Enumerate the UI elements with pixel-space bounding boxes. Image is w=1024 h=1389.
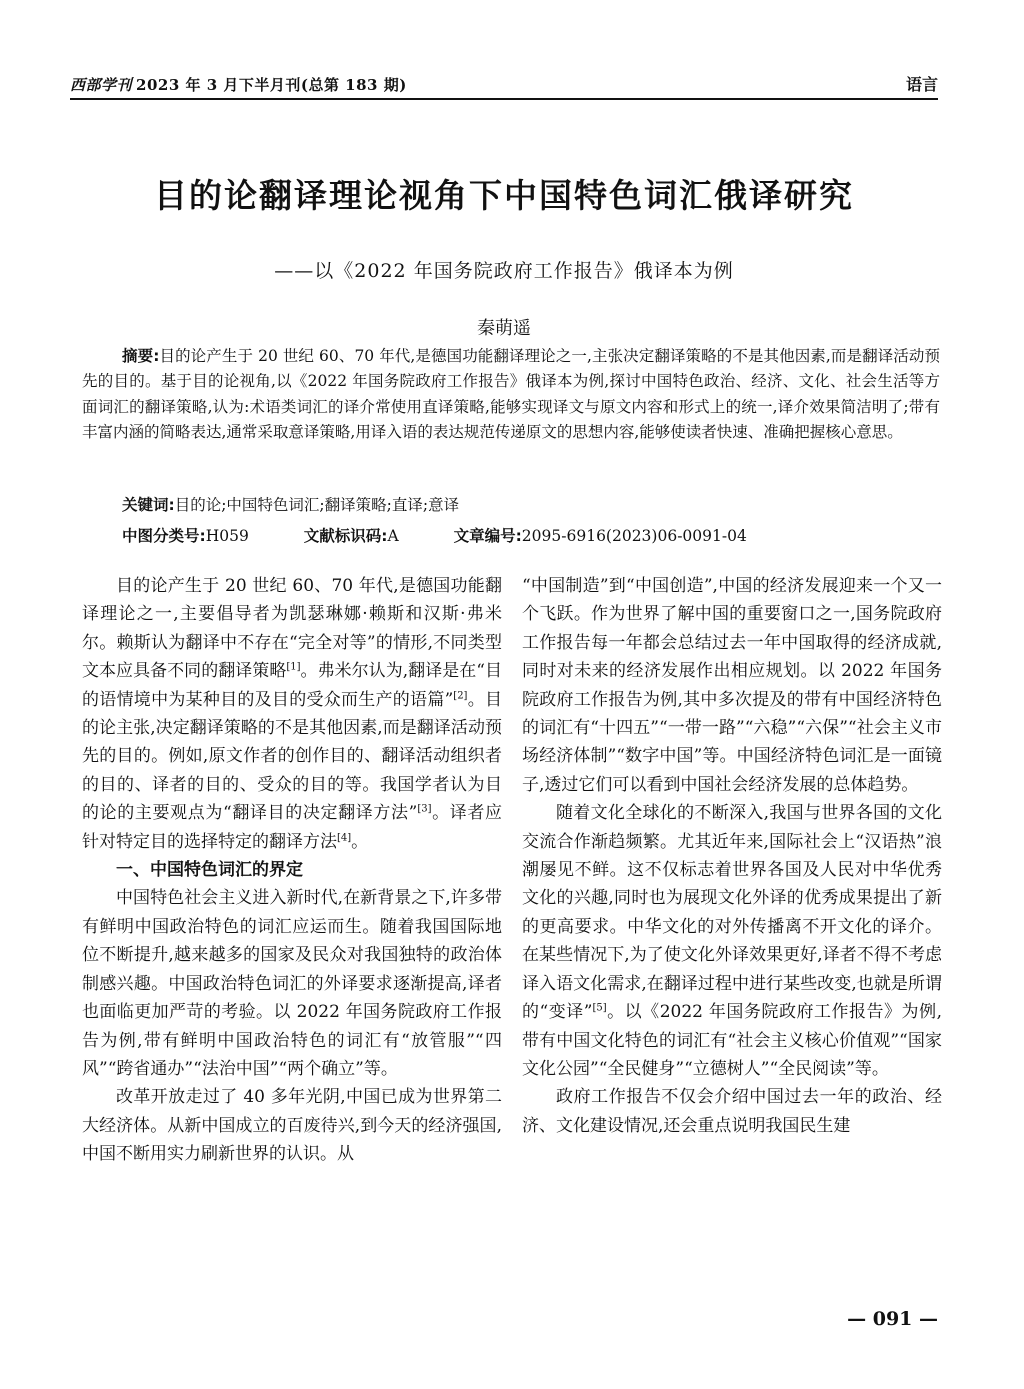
paragraph-text: 。以《2022 年国务院政府工作报告》为例,带有中国文化特色的词汇有“社会主义核心价值观”“国家文化公园”“全民健身”“立德树人”“全民阅读”等。: [522, 1002, 942, 1079]
clc-label: 中图分类号:: [122, 527, 206, 545]
left-column: [82, 572, 502, 1169]
doc-code-value: A: [387, 527, 399, 545]
paragraph-continued: “中国制造”到“中国创造”,中国的经济发展迎来一个又一个飞跃。作为世界了解中国的重要窗口之一,国务院政府工作报告每一年都会总结过去一年中国取得的经济成就,同时对未来的经济发展作出相应规划。以 2022 年国务院政府工作报告为例,其中多次提及的带有中国经济特色的词汇有“十四五”“一带一路”“六稳”“六保”“社会主义市场经济体制”“数字中国”等。中国经济特色词汇是一面镜子,透过它们可以看到中国社会经济发展的总体趋势。: [522, 576, 942, 795]
classification-meta: [122, 524, 882, 546]
paragraph-text: 。: [351, 831, 369, 852]
author-name: 秦萌遥: [477, 318, 531, 339]
keywords: [122, 493, 459, 515]
paragraph: 政府工作报告不仅会介绍中国过去一年的政治、经济、文化建设情况,还会重点说明我国民生建: [522, 1087, 942, 1136]
clc-value: H059: [205, 527, 249, 545]
paragraph-text: 随着文化全球化的不断深入,我国与世界各国的文化交流合作渐趋频繁。尤其近年来,国际社会上“汉语热”浪潮屡见不鲜。这不仅标志着世界各国及人民对中华优秀文化的兴趣,同时也为展现文化外译的优秀成果提出了新的更高要求。中华文化的对外传播离不开文化的译介。在某些情况下,为了使文化外译效果更好,译者不得不考虑译入语文化需求,在翻译过程中进行某些改变,也就是所谓的“变译”: [522, 803, 942, 1023]
page-number: — 091 —: [847, 1308, 938, 1330]
citation-ref: [3]: [417, 803, 432, 815]
abstract-label: 摘要:: [122, 347, 160, 365]
article-number: [454, 524, 747, 546]
citation-ref: [4]: [337, 832, 352, 843]
article-title: 目的论翻译理论视角下中国特色词汇俄译研究: [154, 176, 854, 215]
running-header: [70, 70, 938, 100]
issue-info: 2023 年 3 月下半月刊(总第 183 期): [136, 76, 407, 94]
paragraph: 中国特色社会主义进入新时代,在新背景之下,许多带有鲜明中国政治特色的词汇应运而生。随着我国国际地位不断提升,越来越多的国家及民众对我国独特的政治体制感兴趣。中国政治特色词汇的外译要求逐渐提高,译者也面临更加严苛的考验。以 2022 年国务院政府工作报告为例,带有鲜明中国政治特色的词汇有“放管服”“四风”“跨省通办”“法治中国”“两个确立”等。: [82, 888, 502, 1079]
article-no-label: 文章编号:: [453, 527, 522, 545]
document-code: [304, 524, 399, 546]
doc-code-label: 文献标识码:: [303, 527, 388, 545]
abstract-text: 目的论产生于 20 世纪 60、70 年代,是德国功能翻译理论之一,主张决定翻译策略的不是其他因素,而是翻译活动预先的目的。基于目的论视角,以《2022 年国务院政府工作报告》俄译本为例,探讨中国特色政治、经济、文化、社会生活等方面词汇的翻译策略,认为:术语类词汇的译介常使用直译策略,能够实现译文与原文内容和形式上的统一,译介效果简洁明了;带有丰富内涵的简略表达,通常采取意译策略,用译入语的表达规范传递原文的思想内容,能够使读者快速、准确把握核心意思。: [82, 347, 940, 442]
section-label: 语言: [905, 75, 938, 94]
journal-issue-line: [70, 74, 407, 95]
citation-ref: [5]: [592, 1002, 607, 1014]
paragraph: 改革开放走过了 40 多年光阴,中国已成为世界第二大经济体。从新中国成立的百废待兴,到今天的经济强国,中国不断用实力刷新世界的认识。从: [82, 1087, 502, 1165]
paragraph-text: 目的论产生于 20 世纪 60、70 年代,是德国功能翻译理论之一,主要倡导者为凯瑟琳娜·赖斯和汉斯·弗米尔。赖斯认为翻译中不存在“完全对等”的情形,不同类型文本应具备不同的翻译策略: [82, 576, 502, 682]
paragraph-text: 。译者应针对特定目的选择特定的翻译方法: [82, 803, 502, 852]
paragraph-text: 。弗米尔认为,翻译是在“目的语情境中为某种目的及目的受众而生产的语篇”: [82, 661, 502, 710]
article-subtitle: ——以《2022 年国务院政府工作报告》俄译本为例: [274, 260, 734, 282]
right-column: [522, 572, 942, 1140]
journal-logo: 西部学刊: [70, 76, 133, 94]
citation-ref: [1]: [286, 661, 301, 673]
citation-ref: [2]: [453, 689, 468, 701]
paragraph: [82, 572, 502, 856]
section-heading: 一、中国特色词汇的界定: [116, 860, 303, 881]
abstract: [82, 344, 940, 446]
clc-number: [122, 524, 249, 546]
article-no-value: 2095-6916(2023)06-0091-04: [521, 527, 747, 545]
keywords-text: 目的论;中国特色词汇;翻译策略;直译;意译: [174, 496, 460, 514]
paragraph-text: 。目的论主张,决定翻译策略的不是其他因素,而是翻译活动预先的目的。例如,原文作者的创作目的、翻译活动组织者的目的、译者的目的、受众的目的等。我国学者认为目的论的主要观点为“翻译目的决定翻译方法”: [82, 689, 503, 824]
paragraph: [522, 799, 942, 1083]
keywords-label: 关键词:: [122, 496, 175, 514]
